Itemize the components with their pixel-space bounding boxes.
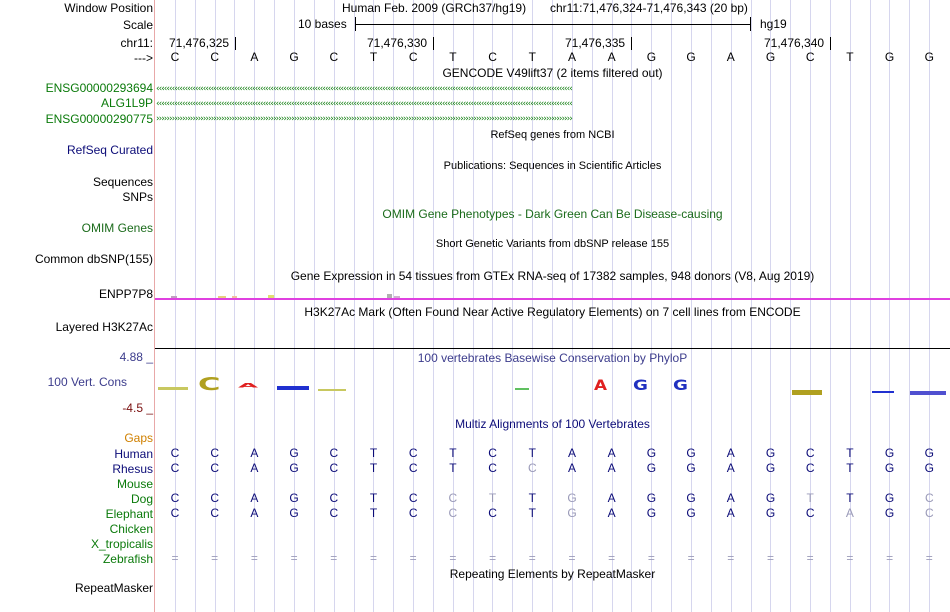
gtex-baseline <box>155 298 950 300</box>
gene-model-alg1l9p[interactable]: ‹‹‹‹‹‹‹‹‹‹‹‹‹‹‹‹‹‹‹‹‹‹‹‹‹‹‹‹‹‹‹‹‹‹‹‹‹‹‹‹‹‹‹‹‹‹‹‹‹‹‹‹‹‹‹‹‹‹‹‹‹‹‹‹‹‹‹‹‹‹‹‹‹‹‹‹‹‹‹‹‹‹‹‹‹‹‹‹‹‹‹‹‹‹‹‹‹‹‹‹‹‹‹‹‹‹‹‹‹‹‹‹‹‹‹‹‹‹‹‹‹‹‹‹‹‹‹‹‹‹‹‹‹‹‹‹‹‹‹‹‹‹‹‹‹‹‹‹‹‹‹‹‹‹‹‹‹‹‹‹ <box>156 99 572 109</box>
phylop-letter: A <box>238 381 259 390</box>
alignment-base: = <box>925 551 933 565</box>
h3k27ac-track-label[interactable]: Layered H3K27Ac <box>55 320 153 334</box>
alignment-base: G <box>924 446 934 460</box>
reference-base: T <box>528 50 536 64</box>
strand-label: ---> <box>134 51 153 65</box>
alignment-base: A <box>250 461 259 475</box>
alignment-base: T <box>488 491 497 505</box>
alignment-base: C <box>805 461 815 475</box>
alignment-base: C <box>408 446 418 460</box>
alignment-base: = <box>766 551 774 565</box>
phylop-letter: G <box>673 378 688 394</box>
alignment-base: = <box>409 551 417 565</box>
alignment-base: A <box>726 461 735 475</box>
alignment-base: G <box>686 461 696 475</box>
dbsnp-track-label[interactable]: Common dbSNP(155) <box>34 252 153 266</box>
reference-base: G <box>765 50 776 64</box>
alignment-base: G <box>884 491 895 505</box>
alignment-base: T <box>528 506 536 520</box>
alignment-base: A <box>250 491 259 505</box>
alignment-base: T <box>369 446 378 460</box>
alignment-base: = <box>211 551 219 565</box>
scale-db: hg19 <box>760 17 787 31</box>
publications-track-title: Publications: Sequences in Scientific Articles <box>443 160 662 172</box>
alignment-base: = <box>489 551 497 565</box>
alignment-base: T <box>449 461 457 475</box>
alignment-base: = <box>171 551 179 565</box>
alignment-base: C <box>170 506 180 520</box>
alignment-base: T <box>528 446 536 460</box>
reference-base: C <box>805 50 815 64</box>
position-title: chr11:71,476,324-71,476,343 (20 bp) <box>550 1 748 15</box>
reference-base: A <box>250 50 259 64</box>
coord-tick <box>433 37 434 50</box>
phylop-letter: G <box>633 378 648 394</box>
alignment-base: A <box>250 446 259 460</box>
repeatmasker-track-title: Repeating Elements by RepeatMasker <box>449 567 656 581</box>
alignment-base: A <box>567 446 576 460</box>
alignment-base: T <box>369 461 378 475</box>
scale-label: Scale <box>122 18 153 32</box>
alignment-base: A <box>567 461 576 475</box>
alignment-base: C <box>170 461 180 475</box>
reference-base: C <box>408 50 418 64</box>
coord-tick <box>631 37 632 50</box>
species-label[interactable]: Chicken <box>109 522 153 536</box>
phylop-min-label: -4.5 _ <box>122 401 153 415</box>
alignment-base: A <box>250 506 259 520</box>
alignment-base: = <box>369 551 377 565</box>
alignment-base: T <box>806 491 814 505</box>
species-label[interactable]: Elephant <box>105 507 153 521</box>
alignment-base: G <box>567 491 577 505</box>
phylop-letter: A <box>594 378 608 394</box>
alignment-base: C <box>448 491 458 505</box>
reference-base: T <box>449 50 457 64</box>
alignment-base: T <box>846 446 854 460</box>
alignment-base: C <box>527 461 537 475</box>
alignment-base: A <box>845 506 854 520</box>
omim-track-label[interactable]: OMIM Genes <box>81 221 153 235</box>
scale-text: 10 bases <box>298 17 347 31</box>
gene-model-ensg00000293694[interactable]: ‹‹‹‹‹‹‹‹‹‹‹‹‹‹‹‹‹‹‹‹‹‹‹‹‹‹‹‹‹‹‹‹‹‹‹‹‹‹‹‹‹‹‹‹‹‹‹‹‹‹‹‹‹‹‹‹‹‹‹‹‹‹‹‹‹‹‹‹‹‹‹‹‹‹‹‹‹‹‹‹‹‹‹‹‹‹‹‹‹‹‹‹‹‹‹‹‹‹‹‹‹‹‹‹‹‹‹‹‹‹‹‹‹‹‹‹‹‹‹‹‹‹‹‹‹‹‹‹‹‹‹‹‹‹‹‹‹‹‹‹‹‹‹‹‹‹‹‹‹‹‹‹‹‹‹‹‹‹‹‹ <box>156 84 572 94</box>
alignment-base: = <box>727 551 735 565</box>
reference-base: G <box>646 50 657 64</box>
alignment-base: C <box>329 446 339 460</box>
phylop-letter: C <box>198 374 221 395</box>
alignment-base: A <box>726 506 735 520</box>
species-label[interactable]: Rhesus <box>112 462 153 476</box>
repeatmasker-track-label[interactable]: RepeatMasker <box>74 581 153 595</box>
alignment-base: C <box>805 506 815 520</box>
refseq-track-label[interactable]: RefSeq Curated <box>66 143 153 157</box>
alignment-base: = <box>687 551 695 565</box>
alignment-base: = <box>886 551 894 565</box>
alignment-base: T <box>449 446 457 460</box>
alignment-base: G <box>686 446 696 460</box>
coord-tick <box>830 37 831 50</box>
gtex-track-label[interactable]: ENPP7P8 <box>98 287 153 301</box>
species-label[interactable]: X_tropicalis <box>90 537 153 551</box>
alignment-base: G <box>646 506 657 520</box>
alignment-base: G <box>884 446 895 460</box>
alignment-base: C <box>210 446 220 460</box>
gencode-item-label-1[interactable]: ENSG00000293694 <box>45 81 153 95</box>
coord-label: 71,476,330 <box>367 36 428 50</box>
coord-tick <box>235 37 236 50</box>
alignment-base: G <box>924 461 934 475</box>
alignment-base: C <box>210 461 220 475</box>
alignment-base: C <box>408 461 418 475</box>
reference-base: C <box>488 50 497 64</box>
alignment-base: G <box>884 461 895 475</box>
alignment-base: A <box>607 461 616 475</box>
reference-base: C <box>170 50 180 64</box>
alignment-base: C <box>488 446 497 460</box>
alignment-base: G <box>289 491 299 505</box>
alignment-base: C <box>408 506 418 520</box>
omim-track-title: OMIM Gene Phenotypes - Dark Green Can Be Disease-causing <box>382 207 723 221</box>
reference-base: A <box>607 50 616 64</box>
alignment-base: C <box>448 506 458 520</box>
alignment-base: G <box>884 506 895 520</box>
alignment-base: C <box>170 446 180 460</box>
refseq-track-title: RefSeq genes from NCBI <box>490 129 615 141</box>
species-label[interactable]: Mouse <box>116 477 153 491</box>
reference-base: G <box>924 50 934 64</box>
alignment-base: G <box>765 446 776 460</box>
alignment-base: G <box>686 491 696 505</box>
alignment-base: C <box>210 506 220 520</box>
alignment-base: T <box>528 491 536 505</box>
species-label[interactable]: Human <box>114 447 153 461</box>
h3k27ac-track-title: H3K27Ac Mark (Often Found Near Active Regulatory Elements) on 7 cell lines from ENCODE <box>304 305 801 319</box>
phylop-track-title: 100 vertebrates Basewise Conservation by PhyloP <box>417 351 688 365</box>
alignment-base: = <box>528 551 536 565</box>
alignment-base: C <box>488 506 497 520</box>
chromosome-label: chr11: <box>120 36 153 50</box>
sequences-track-label[interactable]: Sequences <box>92 175 153 189</box>
gene-model-ensg00000290775[interactable]: ›››››››››››››››››››››››››››››››››››››››››››››››››››››››››››››››››››››››››››››››››››››››››››››››››››››››››››››››››››››››››››››››››››››››››››››››››››››››››››››››› <box>156 114 572 124</box>
reference-base: T <box>846 50 854 64</box>
track-labels-column <box>0 0 153 612</box>
reference-base: C <box>329 50 339 64</box>
alignment-base: G <box>567 506 577 520</box>
alignment-base: = <box>846 551 854 565</box>
alignment-base: = <box>608 551 616 565</box>
alignment-base: = <box>250 551 258 565</box>
reference-base: A <box>567 50 576 64</box>
phylop-track-label[interactable]: 100 Vert. Cons <box>47 375 127 389</box>
alignment-base: G <box>289 461 299 475</box>
h3k27ac-baseline <box>155 348 950 349</box>
window-position-label: Window Position <box>64 1 153 15</box>
coord-label: 71,476,325 <box>169 36 230 50</box>
species-label[interactable]: Dog <box>130 492 153 506</box>
reference-base: G <box>289 50 299 64</box>
multiz-track-title: Multiz Alignments of 100 Vertebrates <box>455 417 650 431</box>
reference-base: A <box>726 50 735 64</box>
alignment-base: = <box>449 551 457 565</box>
coord-label: 71,476,335 <box>565 36 626 50</box>
alignment-base: G <box>765 461 776 475</box>
alignment-base: = <box>290 551 298 565</box>
phylop-max-label: 4.88 _ <box>119 350 153 364</box>
dbsnp-track-title: Short Genetic Variants from dbSNP release 155 <box>435 238 670 250</box>
alignment-base: A <box>607 491 616 505</box>
alignment-base: C <box>408 491 418 505</box>
alignment-base: C <box>924 506 934 520</box>
reference-base: C <box>210 50 220 64</box>
gaps-label: Gaps <box>124 431 153 445</box>
alignment-base: = <box>330 551 338 565</box>
alignment-base: C <box>924 491 934 505</box>
snps-track-label[interactable]: SNPs <box>122 190 153 204</box>
alignment-base: T <box>369 491 378 505</box>
alignment-base: G <box>686 506 696 520</box>
alignment-base: A <box>726 491 735 505</box>
alignment-base: A <box>726 446 735 460</box>
gencode-track-title: GENCODE V49lift37 (2 items filtered out) <box>442 66 663 80</box>
alignment-base: C <box>329 491 339 505</box>
alignment-base: G <box>765 491 776 505</box>
gtex-track-title: Gene Expression in 54 tissues from GTEx RNA-seq of 17382 samples, 948 donors (V8, Aug 2019) <box>290 269 815 283</box>
alignment-base: G <box>289 506 299 520</box>
reference-base: T <box>369 50 378 64</box>
alignment-base: G <box>646 461 657 475</box>
alignment-base: G <box>289 446 299 460</box>
alignment-base: = <box>806 551 814 565</box>
alignment-base: T <box>369 506 378 520</box>
alignment-base: = <box>647 551 655 565</box>
alignment-base: C <box>488 461 497 475</box>
alignment-base: T <box>846 491 854 505</box>
alignment-base: T <box>846 461 854 475</box>
alignment-base: C <box>805 446 815 460</box>
reference-base: G <box>884 50 895 64</box>
coord-label: 71,476,340 <box>764 36 825 50</box>
alignment-base: C <box>329 461 339 475</box>
alignment-base: = <box>568 551 576 565</box>
alignment-base: G <box>765 506 776 520</box>
alignment-base: A <box>607 506 616 520</box>
species-label[interactable]: Zebrafish <box>102 552 153 566</box>
reference-base: G <box>686 50 696 64</box>
alignment-base: A <box>607 446 616 460</box>
alignment-base: C <box>210 491 220 505</box>
alignment-base: G <box>646 446 657 460</box>
alignment-base: C <box>329 506 339 520</box>
assembly-title: Human Feb. 2009 (GRCh37/hg19) <box>342 1 527 15</box>
gencode-item-label-3[interactable]: ENSG00000290775 <box>45 112 153 126</box>
alignment-base: C <box>170 491 180 505</box>
alignment-base: G <box>646 491 657 505</box>
gencode-item-label-2[interactable]: ALG1L9P <box>100 96 153 110</box>
